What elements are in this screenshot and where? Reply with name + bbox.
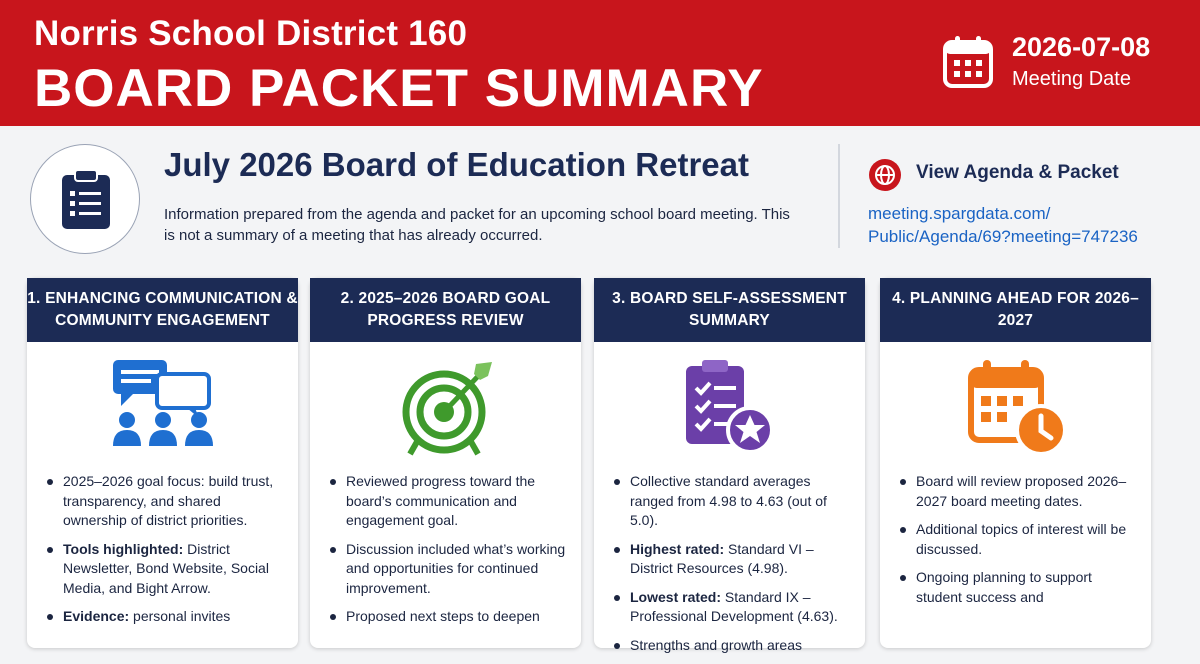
date-value: 2026-07-08 bbox=[1012, 32, 1151, 62]
list-item: Evidence: personal invites bbox=[45, 607, 286, 627]
calendar-icon bbox=[942, 34, 994, 90]
card-self-assessment bbox=[594, 278, 865, 653]
list-item: Tools highlighted: District Newsletter, Bond Website, Social Media, and Bight Arrow. bbox=[45, 540, 286, 599]
list-item: Discussion included what’s working and opportunities for continued improvement. bbox=[328, 540, 569, 599]
district-name: Norris School District 160 bbox=[34, 14, 468, 53]
card-goal-review bbox=[310, 278, 581, 648]
card-planning bbox=[880, 278, 1151, 648]
intro-description: Information prepared from the agenda and packet for an upcoming school board meeting. This is not a summary of a meeting that has already occurred. bbox=[164, 206, 790, 244]
card-bullets bbox=[898, 472, 1139, 616]
card-communication bbox=[27, 278, 298, 648]
clipboard-icon bbox=[59, 169, 113, 231]
list-item: Ongoing planning to support student success and bbox=[898, 568, 1139, 607]
list-item: Collective standard averages ranged from 4.98 to 4.63 (out of 5.0). bbox=[612, 472, 853, 531]
list-item: Highest rated: Standard VI – District Resources (4.98). bbox=[612, 540, 853, 579]
checklist-star-icon bbox=[680, 358, 780, 458]
card-title: 3. BOARD SELF-ASSESSMENT SUMMARY bbox=[594, 278, 865, 342]
date-label: Meeting Date bbox=[1012, 68, 1131, 90]
page-title: BOARD PACKET SUMMARY bbox=[34, 59, 764, 118]
card-title: 2. 2025–2026 BOARD GOAL PROGRESS REVIEW bbox=[310, 278, 581, 342]
list-item: Lowest rated: Standard IX – Professional Development (4.63). bbox=[612, 588, 853, 627]
meeting-date bbox=[942, 30, 1182, 94]
intro-section bbox=[0, 126, 1200, 266]
calendar-clock-icon bbox=[961, 358, 1071, 458]
card-title: 1. ENHANCING COMMUNICATION & COMMUNITY ENGAGEMENT bbox=[27, 278, 298, 342]
card-bullets bbox=[45, 472, 286, 636]
community-chat-icon bbox=[103, 358, 223, 458]
list-item: Strengths and growth areas bbox=[612, 636, 853, 656]
card-bullets bbox=[612, 472, 853, 664]
card-title: 4. PLANNING AHEAD FOR 2026–2027 bbox=[880, 278, 1151, 342]
meeting-title: July 2026 Board of Education Retreat bbox=[164, 146, 749, 183]
list-item: Reviewed progress toward the board’s communication and engagement goal. bbox=[328, 472, 569, 531]
divider bbox=[838, 144, 840, 248]
list-item: Board will review proposed 2026–2027 board meeting dates. bbox=[898, 472, 1139, 511]
list-item: Additional topics of interest will be discussed. bbox=[898, 520, 1139, 559]
target-icon bbox=[396, 358, 496, 458]
clipboard-icon-badge bbox=[30, 144, 140, 254]
agenda-link-url[interactable]: meeting.spargdata.com/ Public/Agenda/69?meeting=747236 bbox=[868, 204, 1138, 246]
agenda-link-label[interactable]: View Agenda & Packet bbox=[916, 162, 1119, 183]
header-banner bbox=[0, 0, 1200, 126]
globe-icon bbox=[868, 158, 902, 192]
list-item: Proposed next steps to deepen bbox=[328, 607, 569, 627]
list-item: 2025–2026 goal focus: build trust, transparency, and shared ownership of district priorities. bbox=[45, 472, 286, 531]
card-bullets bbox=[328, 472, 569, 636]
